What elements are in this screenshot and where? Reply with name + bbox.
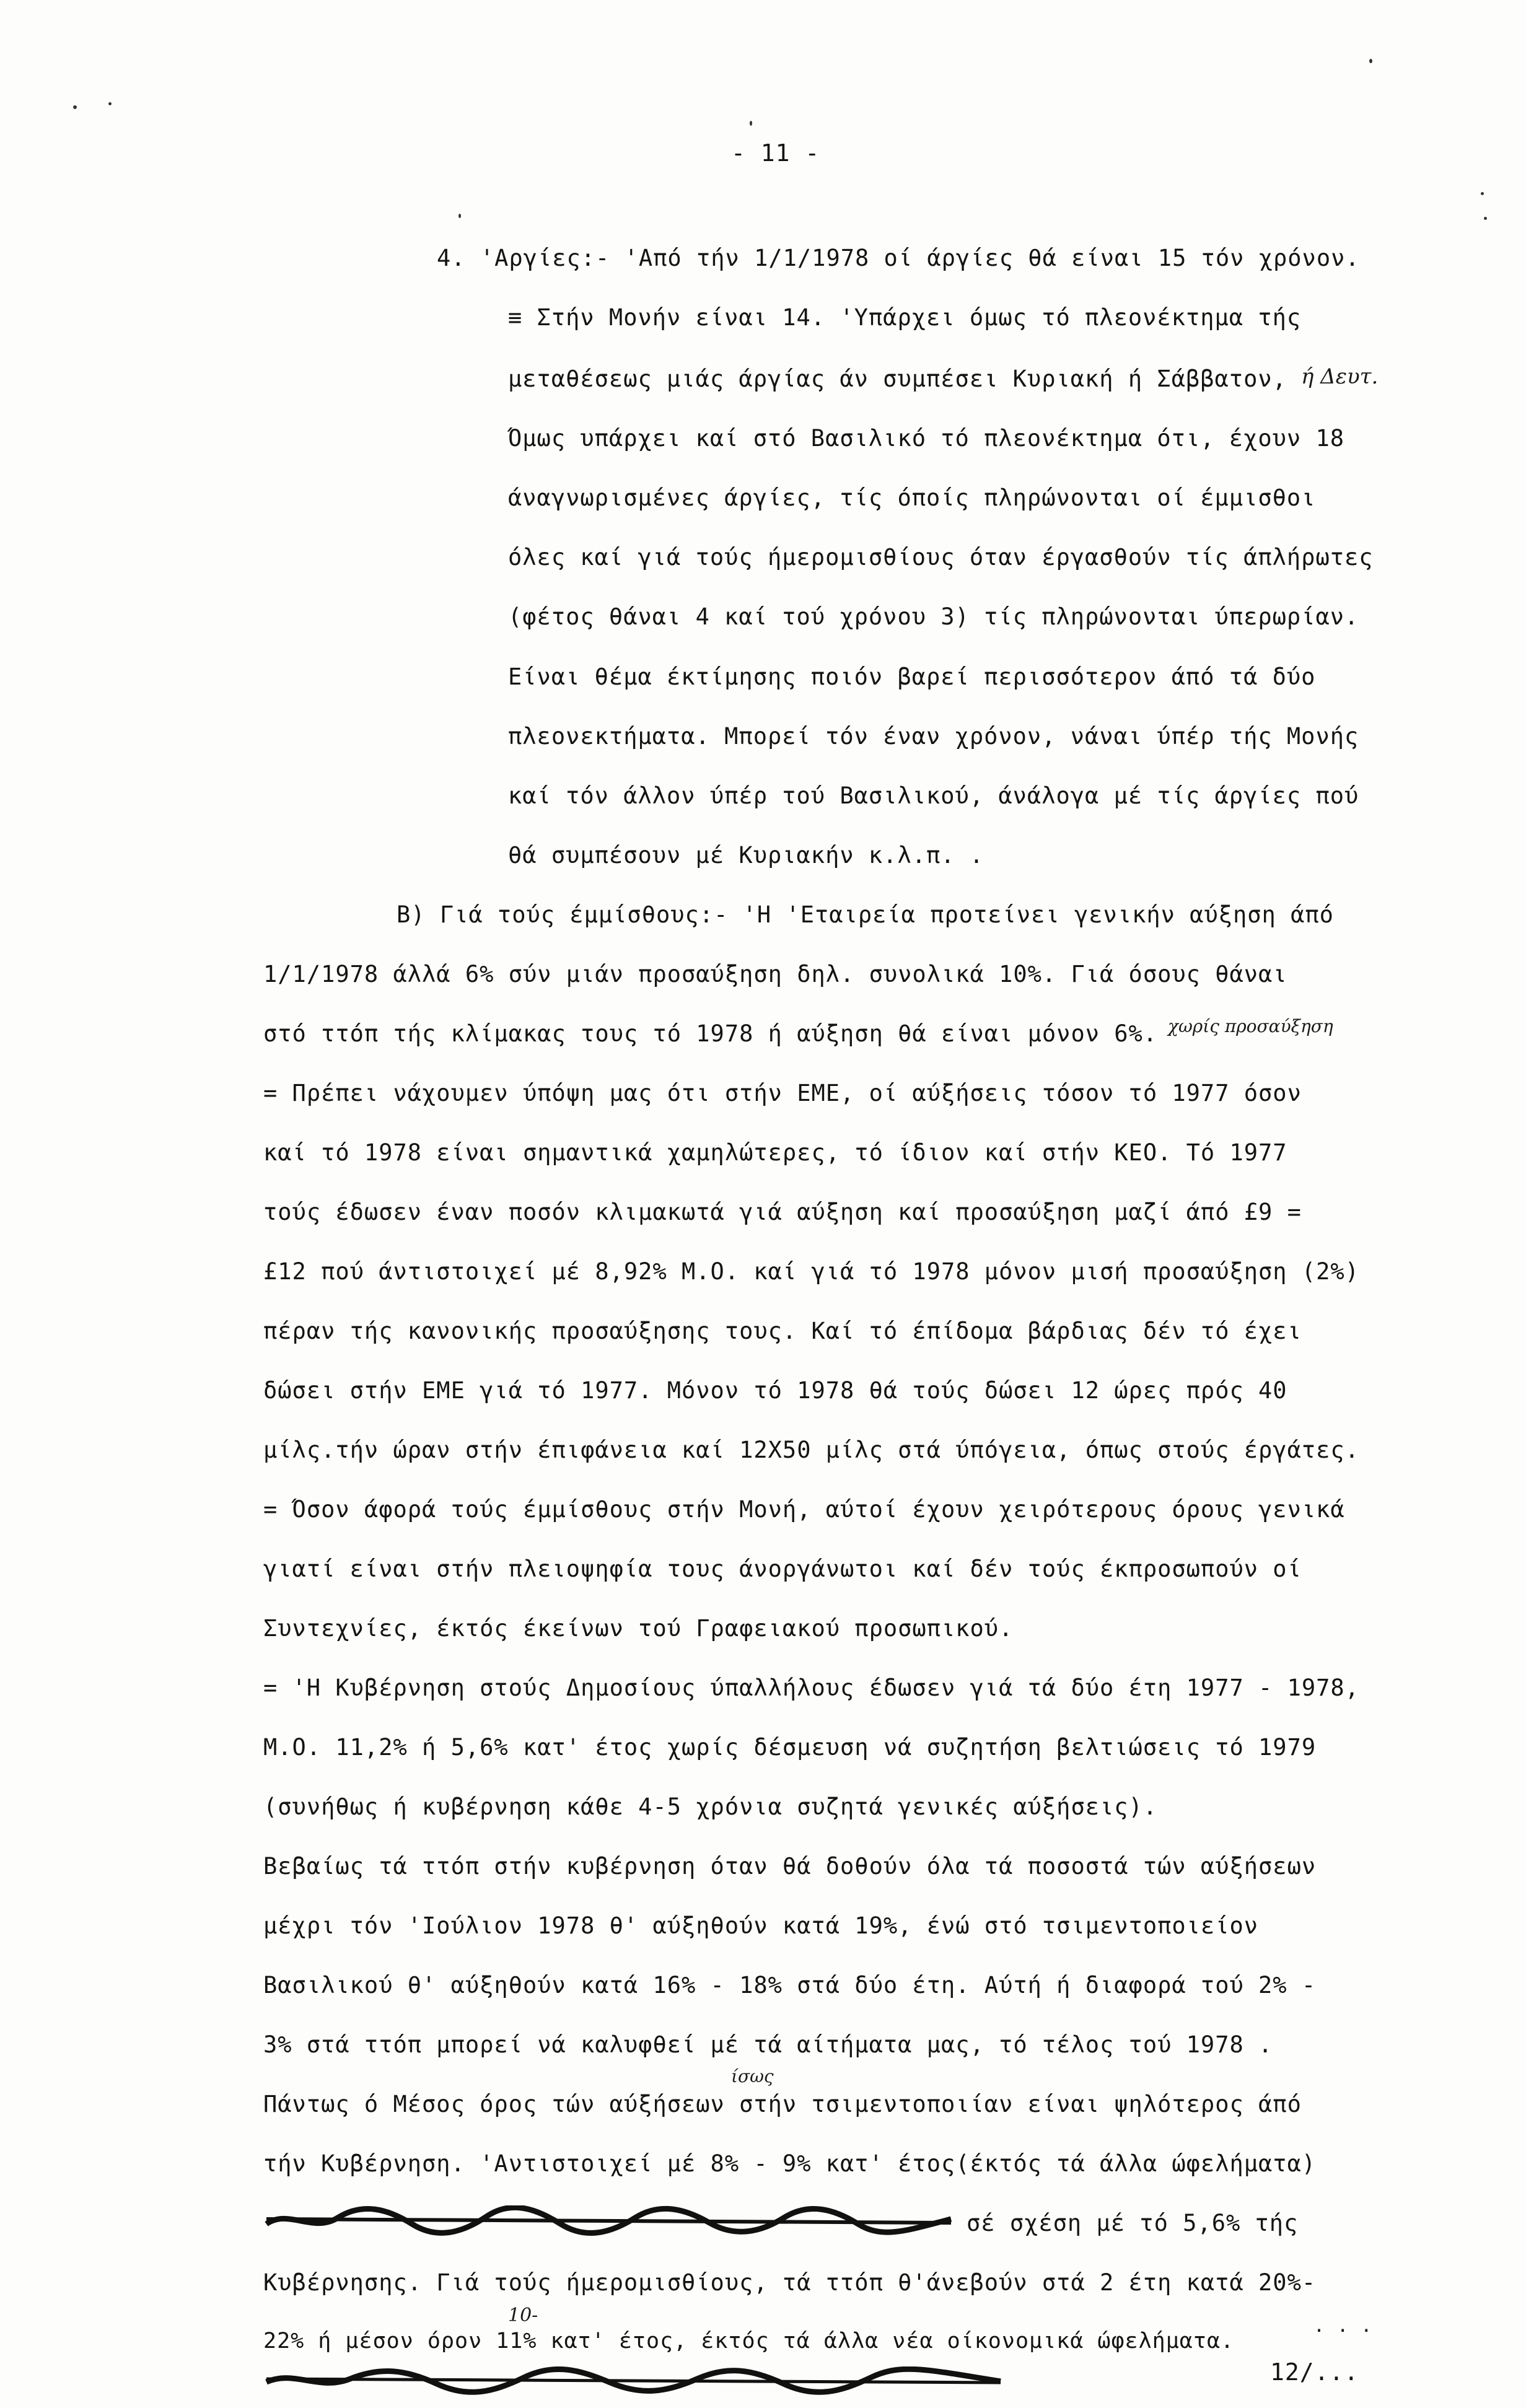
text-line: 4. 'Αργίες:- 'Από τήν 1/1/1978 οί άργίες θά είναι 15 τόν χρόνον. <box>437 245 1360 271</box>
continuation-marker: 12/... <box>1270 2358 1359 2386</box>
text-line: (συνήθως ή κυβέρνηση κάθε 4-5 χρόνια συζητά γενικές αύξήσεις). <box>263 1793 1158 1820</box>
page-number: - 11 - <box>731 139 820 167</box>
text-line: Πάντως ό Μέσος όρος τών αύξήσεων στήν τσιμεντοποιίαν είναι ψηλότερος άπό <box>263 2091 1302 2117</box>
text-line: πλεονεκτήματα. Μπορεί τόν έναν χρόνον, νάναι ύπέρ τής Μονής <box>508 723 1359 750</box>
text-line: (φέτος θάναι 4 καί τού χρόνου 3) τίς πληρώνονται ύπερωρίαν. <box>508 603 1359 630</box>
text-line: Συντεχνίες, έκτός έκείνων τού Γραφειακού προσωπικού. <box>263 1615 1014 1642</box>
crossed-out-scribble <box>263 2366 1007 2395</box>
text-line: Είναι θέμα έκτίμησης ποιόν βαρεί περισσότερον άπό τά δύο <box>508 663 1316 690</box>
text-line: 3% στά ττόπ μπορεί νά καλυφθεί μέ τά αίτήματα μας, τό τέλος τού 1978 . <box>263 2031 1273 2058</box>
text-line: δώσει στήν ΕΜΕ γιά τό 1977. Μόνον τό 1978 θά τούς δώσει 12 ώρες πρός 40 <box>263 1377 1287 1404</box>
footer-dots: . . . <box>1313 2315 1373 2337</box>
text-line: πέραν τής κανονικής προσαύξησης τους. Καί τό έπίδομα βάρδιας δέν τό έχει <box>263 1318 1302 1344</box>
text-line: σέ σχέση μέ τό 5,6% τής <box>967 2210 1299 2236</box>
text-line: Β) Γιά τούς έμμίσθους:- 'Η 'Εταιρεία προτείνει γενικήν αύξηση άπό <box>397 901 1334 928</box>
text-line: μεταθέσεως μιάς άργίας άν συμπέσει Κυριακή ή Σάββατον, <box>508 366 1287 392</box>
handwritten-note: ίσως <box>731 2066 774 2086</box>
scan-speck <box>458 214 461 218</box>
text-line: Μ.Ο. 11,2% ή 5,6% κατ' έτος χωρίς δέσμευση νά συζητήση βελτιώσεις τό 1979 <box>263 1734 1317 1761</box>
text-line: καί τό 1978 είναι σημαντικά χαμηλώτερες, τό ίδιον καί στήν ΚΕΟ. Τό 1977 <box>263 1139 1287 1166</box>
scan-speck <box>73 105 77 109</box>
text-line: θά συμπέσουν μέ Κυριακήν κ.λ.π. . <box>508 842 984 869</box>
handwritten-note: ή Δευτ. <box>1301 364 1379 389</box>
text-line: ≡ Στήν Μονήν είναι 14. 'Υπάρχει όμως τό πλεονέκτημα τής <box>508 304 1302 331</box>
text-line: = Πρέπει νάχουμεν ύπόψη μας ότι στήν ΕΜΕ, οί αύξήσεις τόσον τό 1977 όσον <box>263 1080 1302 1106</box>
text-line: καί τόν άλλον ύπέρ τού Βασιλικού, άνάλογα μέ τίς άργίες πού <box>508 782 1359 809</box>
scan-speck <box>750 121 752 126</box>
text-line: μίλς.τήν ώραν στήν έπιφάνεια καί 12Χ50 μίλς στά ύπόγεια, όπως στούς έργάτες. <box>263 1437 1359 1463</box>
text-line: άναγνωρισμένες άργίες, τίς όποίς πληρώνονται οί έμμισθοι <box>508 484 1316 511</box>
text-line: 22% ή μέσον όρον 11% κατ' έτος, έκτός τά άλλα νέα οίκονομικά ώφελήματα. <box>263 2329 1235 2353</box>
text-line: γιατί είναι στήν πλειοψηφία τους άνοργάνωτοι καί δέν τούς έκπροσωπούν οί <box>263 1556 1302 1582</box>
scan-speck <box>1481 192 1484 195</box>
text-line: £12 πού άντιστοιχεί μέ 8,92% Μ.Ο. καί γιά τό 1978 μόνον μισή προσαύξηση (2%) <box>263 1258 1359 1285</box>
text-line: Βασιλικού θ' αύξηθούν κατά 16% - 18% στά δύο έτη. Αύτή ή διαφορά τού 2% - <box>263 1972 1317 1999</box>
scan-speck <box>1369 59 1372 63</box>
text-line: όλες καί γιά τούς ήμερομισθίους όταν έργασθούν τίς άπλήρωτες <box>508 544 1374 571</box>
crossed-out-scribble <box>263 2205 957 2236</box>
text-line: στό ττόπ τής κλίμακας τους τό 1978 ή αύξηση θά είναι μόνον 6%. <box>263 1020 1158 1047</box>
text-line: = 'Η Κυβέρνηση στούς Δημοσίους ύπαλλήλους έδωσεν γιά τά δύο έτη 1977 - 1978, <box>263 1675 1359 1701</box>
text-line: τήν Κυβέρνηση. 'Αντιστοιχεί μέ 8% - 9% κατ' έτος(έκτός τά άλλα ώφελήματα) <box>263 2150 1317 2177</box>
scan-speck <box>1484 217 1487 220</box>
text-line: Κυβέρνησης. Γιά τούς ήμερομισθίους, τά ττόπ θ'άνεβούν στά 2 έτη κατά 20%- <box>263 2269 1317 2296</box>
text-line: = Όσον άφορά τούς έμμίσθους στήν Μονή, αύτοί έχουν χειρότερους όρους γενικά <box>263 1496 1345 1523</box>
handwritten-note: χωρίς προσαύξηση <box>1168 1016 1333 1036</box>
text-line: 1/1/1978 άλλά 6% σύν μιάν προσαύξηση δηλ. συνολικά 10%. Γιά όσους θάναι <box>263 961 1287 987</box>
text-line: Όμως υπάρχει καί στό Βασιλικό τό πλεονέκτημα ότι, έχουν 18 <box>508 425 1345 452</box>
text-line: μέχρι τόν 'Ιούλιον 1978 θ' αύξηθούν κατά 19%, ένώ στό τσιμεντοποιείον <box>263 1912 1259 1939</box>
scan-speck <box>108 102 112 105</box>
text-line: Βεβαίως τά ττόπ στήν κυβέρνηση όταν θά δοθούν όλα τά ποσοστά τών αύξήσεων <box>263 1853 1317 1880</box>
handwritten-note: 10- <box>508 2305 538 2326</box>
text-line: τούς έδωσεν έναν ποσόν κλιμακωτά γιά αύξηση καί προσαύξηση μαζί άπό £9 = <box>263 1199 1302 1225</box>
